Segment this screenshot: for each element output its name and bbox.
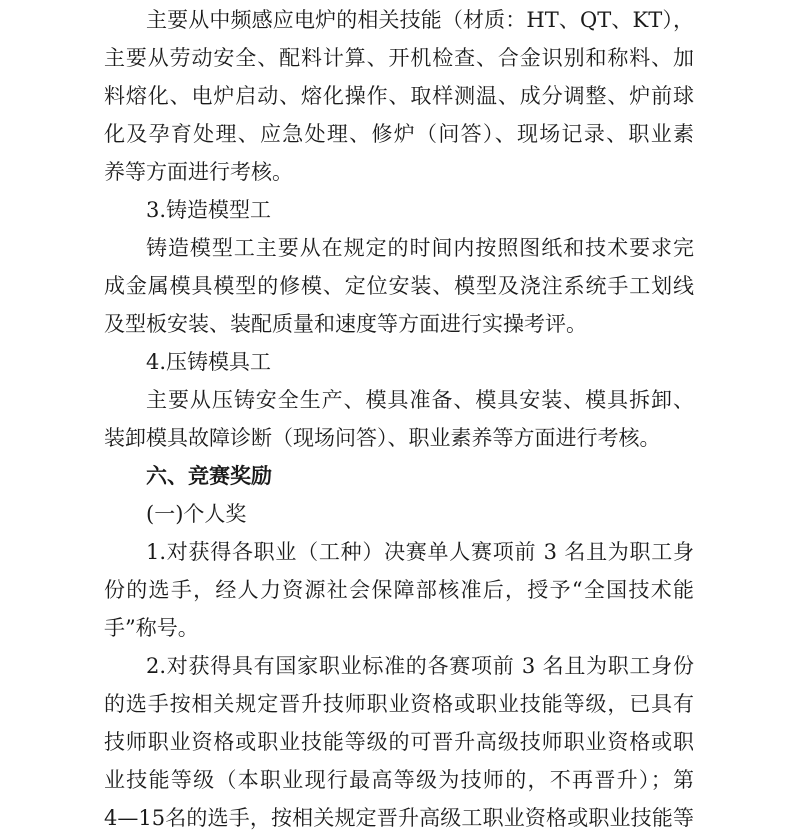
- paragraph-line: 养等方面进行考核。: [104, 160, 293, 184]
- paragraph-line: 技师职业资格或职业技能等级的可晋升高级技师职业资格或职: [104, 730, 694, 754]
- paragraph-line: 料熔化、电炉启动、熔化操作、取样测温、成分调整、炉前球: [104, 84, 694, 108]
- paragraph-line: 手”称号。: [104, 616, 199, 640]
- paragraph-line: 成金属模具模型的修模、定位安装、模型及浇注系统手工划线: [104, 274, 694, 298]
- paragraph-line: 化及孕育处理、应急处理、修炉（问答）、现场记录、职业素: [104, 122, 694, 146]
- paragraph-line: 4—15名的选手，按相关规定晋升高级工职业资格或职业技能等: [104, 806, 694, 830]
- paragraph-line: 的选手按相关规定晋升技师职业资格或职业技能等级，已具有: [104, 692, 694, 716]
- paragraph-line: 业技能等级（本职业现行最高等级为技师的，不再晋升）；第: [104, 768, 694, 792]
- section-subheading: 4.压铸模具工: [146, 350, 272, 374]
- paragraph-line: 铸造模型工主要从在规定的时间内按照图纸和技术要求完: [146, 236, 694, 260]
- section-subheading: (一)个人奖: [146, 502, 247, 526]
- paragraph-line: 份的选手，经人力资源社会保障部核准后，授予“全国技术能: [104, 578, 694, 602]
- paragraph-line: 及型板安装、装配质量和速度等方面进行实操考评。: [104, 312, 587, 336]
- paragraph-line: 2.对获得具有国家职业标准的各赛项前 3 名且为职工身份: [146, 654, 694, 678]
- paragraph-line: 装卸模具故障诊断（现场问答）、职业素养等方面进行考核。: [104, 426, 661, 450]
- paragraph-line: 主要从劳动安全、配料计算、开机检查、合金识别和称料、加: [104, 46, 694, 70]
- paragraph-line: 主要从中频感应电炉的相关技能（材质：HT、QT、KT），: [146, 8, 694, 32]
- section-heading: 六、竞赛奖励: [146, 464, 272, 488]
- section-subheading: 3.铸造模型工: [146, 198, 272, 222]
- paragraph-line: 1.对获得各职业（工种）决赛单人赛项前 3 名且为职工身: [146, 540, 694, 564]
- paragraph-line: 主要从压铸安全生产、模具准备、模具安装、模具拆卸、: [146, 388, 694, 412]
